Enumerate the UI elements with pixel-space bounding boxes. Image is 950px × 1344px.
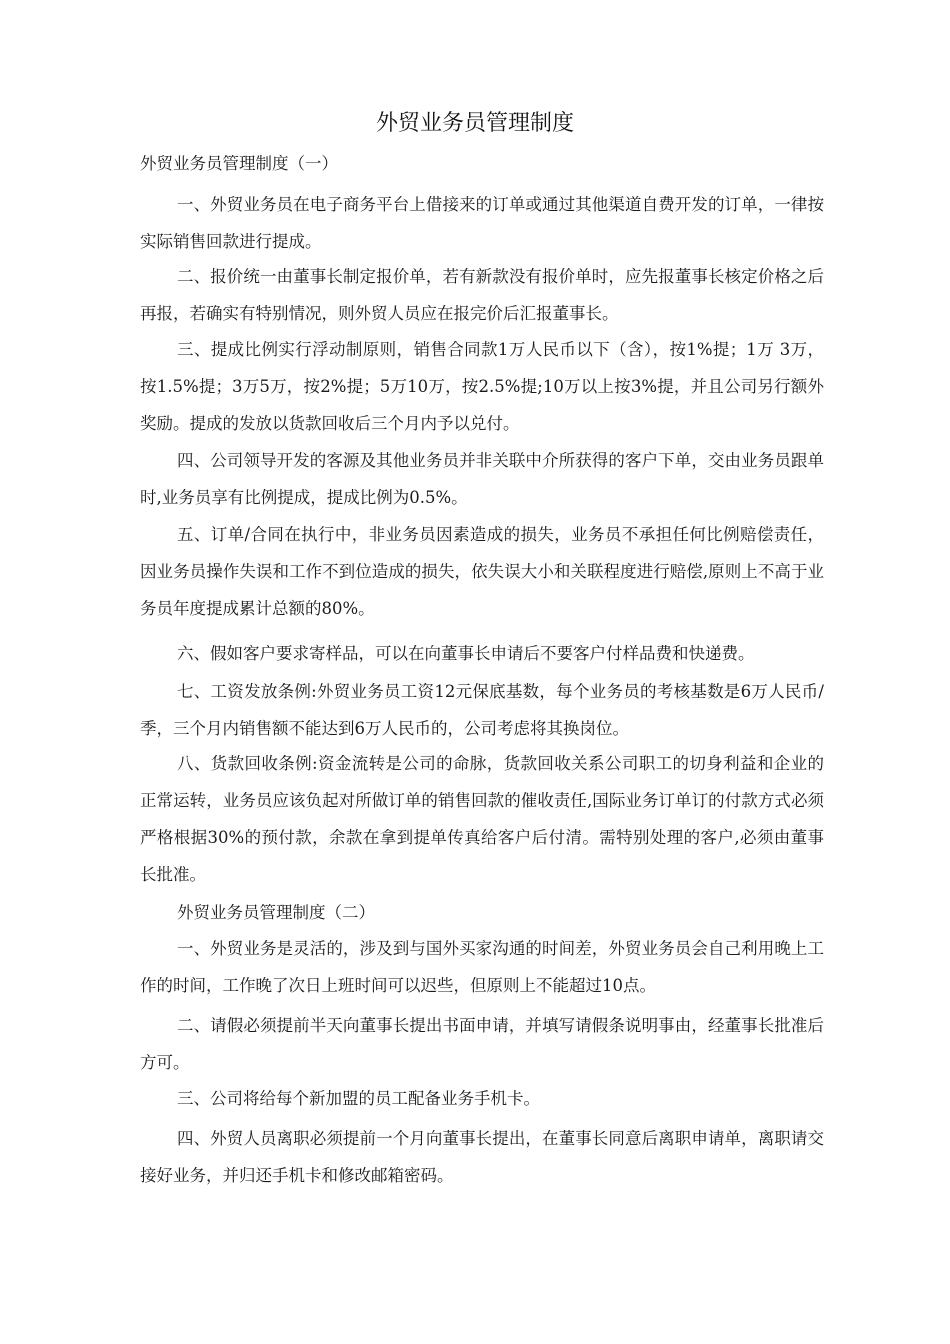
paragraph: 二、请假必须提前半天向董事长提出书面申请，并填写请假条说明事由，经董事长批准后方可。 [140,1016,824,1072]
paragraph: 一、外贸业务是灵活的，涉及到与国外买家沟通的时间差，外贸业务员会自己利用晚上工作的时间，工作晚了次日上班时间可以迟些，但原则上不能超过10点。 [140,939,824,995]
paragraph: 八、货款回收条例:资金流转是公司的命脉，货款回收关系公司职工的切身利益和企业的正常运转，业务员应该负起对所做订单的销售回款的催收责任,国际业务订单订的付款方式必须严格根据30%的预付款，余款在拿到提单传真给客户后付清。需特别处理的客户,必须由董事长批准。 [140,754,824,884]
section-heading-part1: 外贸业务员管理制度（一） [140,154,338,173]
paragraph: 一、外贸业务员在电子商务平台上借接来的订单或通过其他渠道自费开发的订单，一律按实际销售回款进行提成。 [140,195,824,251]
paragraph: 六、假如客户要求寄样品，可以在向董事长申请后不要客户付样品费和快递费。 [177,644,755,663]
document-title: 外贸业务员管理制度 [375,111,574,136]
paragraph: 五、订单/合同在执行中，非业务员因素造成的损失，业务员不承担任何比例赔偿责任，因业务员操作失误和工作不到位造成的损失，依失误大小和关联程度进行赔偿,原则上不高于业务员年度提成累计总额的80%。 [140,525,824,618]
paragraph: 三、提成比例实行浮动制原则，销售合同款1万人民币以下（含），按1%提；1万 3万，按1.5%提；3万5万，按2%提；5万10万，按2.5%提;10万以上按3%提，并且公司另行额外奖励。提成的发放以货款回收后三个月内予以兑付。 [140,340,824,433]
paragraph: 四、外贸人员离职必须提前一个月向董事长提出，在董事长同意后离职申请单，离职请交接好业务，并归还手机卡和修改邮箱密码。 [140,1129,824,1185]
paragraph: 四、公司领导开发的客源及其他业务员并非关联中介所获得的客户下单，交由业务员跟单时,业务员享有比例提成，提成比例为0.5%。 [140,451,824,507]
section-heading-part2: 外贸业务员管理制度（二） [177,903,375,922]
paragraph: 三、公司将给每个新加盟的员工配备业务手机卡。 [177,1089,540,1108]
paragraph: 七、工资发放条例:外贸业务员工资12元保底基数，每个业务员的考核基数是6万人民币/季，三个月内销售额不能达到6万人民币的，公司考虑将其换岗位。 [140,682,824,738]
paragraph: 二、报价统一由董事长制定报价单，若有新款没有报价单时，应先报董事长核定价格之后再报，若确实有特别情况，则外贸人员应在报完价后汇报董事长。 [140,267,824,323]
